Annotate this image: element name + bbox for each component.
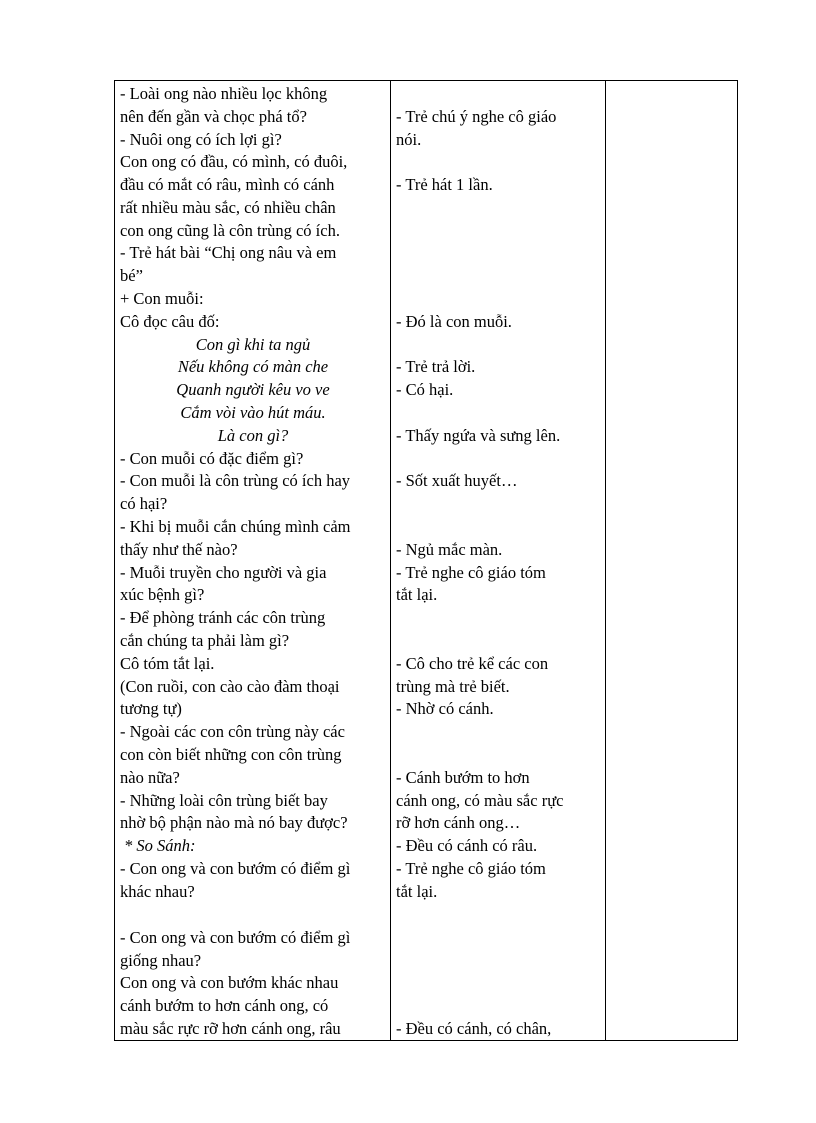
text-line: - Cô cho trẻ kể các con	[396, 654, 549, 673]
text-line: - Con muỗi là côn trùng có ích hay	[120, 471, 351, 490]
text-line: tắt lại.	[396, 585, 438, 604]
text-line: - Đều có cánh có râu.	[396, 836, 538, 855]
text-line: - Ngoài các con côn trùng này các	[120, 722, 345, 741]
text-line: - Có hại.	[396, 380, 454, 399]
text-line: giống nhau?	[120, 951, 202, 970]
column-divider-2	[605, 81, 606, 1040]
text-line: nói.	[396, 130, 422, 149]
text-line: - Con ong và con bướm có điểm gì	[120, 928, 351, 947]
text-line: con còn biết những con côn trùng	[120, 745, 342, 764]
text-line: tương tự)	[120, 699, 182, 718]
text-line: + Con muỗi:	[120, 289, 204, 308]
riddle-line: Là con gì?	[217, 426, 289, 445]
comparison-heading: * So Sánh:	[124, 836, 196, 855]
text-line: - Cánh bướm to hơn	[396, 768, 530, 787]
riddle-line: Quanh người kêu vo ve	[176, 380, 330, 399]
text-line: - Đều có cánh, có chân,	[396, 1019, 552, 1038]
text-line: thấy như thế nào?	[120, 540, 238, 559]
text-line: Cô đọc câu đố:	[120, 312, 220, 331]
text-line: con ong cũng là côn trùng có ích.	[120, 221, 340, 240]
text-line: - Trẻ hát 1 lần.	[396, 175, 493, 194]
text-line: nào nữa?	[120, 768, 180, 787]
text-line: - Sốt xuất huyết…	[396, 471, 518, 490]
text-line: đầu có mắt có râu, mình có cánh	[120, 175, 335, 194]
text-line: cánh bướm to hơn cánh ong, có	[120, 996, 329, 1015]
column-divider-1	[390, 81, 391, 1040]
text-line: Cô tóm tắt lại.	[120, 654, 215, 673]
text-line: - Ngủ mắc màn.	[396, 540, 503, 559]
text-line: - Trẻ nghe cô giáo tóm	[396, 859, 546, 878]
text-line: - Khi bị muỗi cắn chúng mình cảm	[120, 517, 351, 536]
text-line: - Những loài côn trùng biết bay	[120, 791, 328, 810]
riddle-line: Cắm vòi vào hút máu.	[180, 403, 326, 422]
text-line: - Trẻ nghe cô giáo tóm	[396, 563, 546, 582]
text-line: nên đến gần và chọc phá tổ?	[120, 107, 307, 126]
text-line: Con ong và con bướm khác nhau	[120, 973, 339, 992]
text-line: - Nuôi ong có ích lợi gì?	[120, 130, 282, 149]
text-line: bé”	[120, 266, 143, 285]
text-line: - Thấy ngứa và sưng lên.	[396, 426, 561, 445]
text-line: khác nhau?	[120, 882, 195, 901]
notes-column	[610, 81, 730, 1040]
text-line: - Đó là con muỗi.	[396, 312, 512, 331]
child-activity-column	[396, 81, 587, 1040]
lesson-table	[114, 80, 738, 1041]
text-line: (Con ruồi, con cào cào đàm thoại	[120, 677, 340, 696]
text-line: - Để phòng tránh các côn trùng	[120, 608, 326, 627]
teacher-activity-column	[120, 81, 386, 1040]
text-line: rỡ hơn cánh ong…	[396, 813, 521, 832]
text-line: màu sắc rực rỡ hơn cánh ong, râu	[120, 1019, 341, 1038]
text-line: xúc bệnh gì?	[120, 585, 205, 604]
text-line: trùng mà trẻ biết.	[396, 677, 510, 696]
text-line: cắn chúng ta phải làm gì?	[120, 631, 290, 650]
text-line: - Muỗi truyền cho người và gia	[120, 563, 327, 582]
riddle-line: Con gì khi ta ngủ	[195, 335, 311, 354]
text-line: - Con ong và con bướm có điểm gì	[120, 859, 351, 878]
riddle-line: Nếu không có màn che	[177, 357, 329, 376]
text-line: nhờ bộ phận nào mà nó bay được?	[120, 813, 348, 832]
text-line: - Trẻ trả lời.	[396, 357, 476, 376]
text-line: có hại?	[120, 494, 168, 513]
text-line: - Con muỗi có đặc điểm gì?	[120, 449, 304, 468]
text-line: - Trẻ hát bài “Chị ong nâu và em	[120, 243, 337, 262]
text-line: rất nhiều màu sắc, có nhiều chân	[120, 198, 336, 217]
text-line: Con ong có đầu, có mình, có đuôi,	[120, 152, 348, 171]
text-line: - Nhờ có cánh.	[396, 699, 494, 718]
text-line: cánh ong, có màu sắc rực	[396, 791, 564, 810]
text-line: - Trẻ chú ý nghe cô giáo	[396, 107, 557, 126]
text-line: - Loài ong nào nhiều lọc không	[120, 84, 328, 103]
text-line: tắt lại.	[396, 882, 438, 901]
